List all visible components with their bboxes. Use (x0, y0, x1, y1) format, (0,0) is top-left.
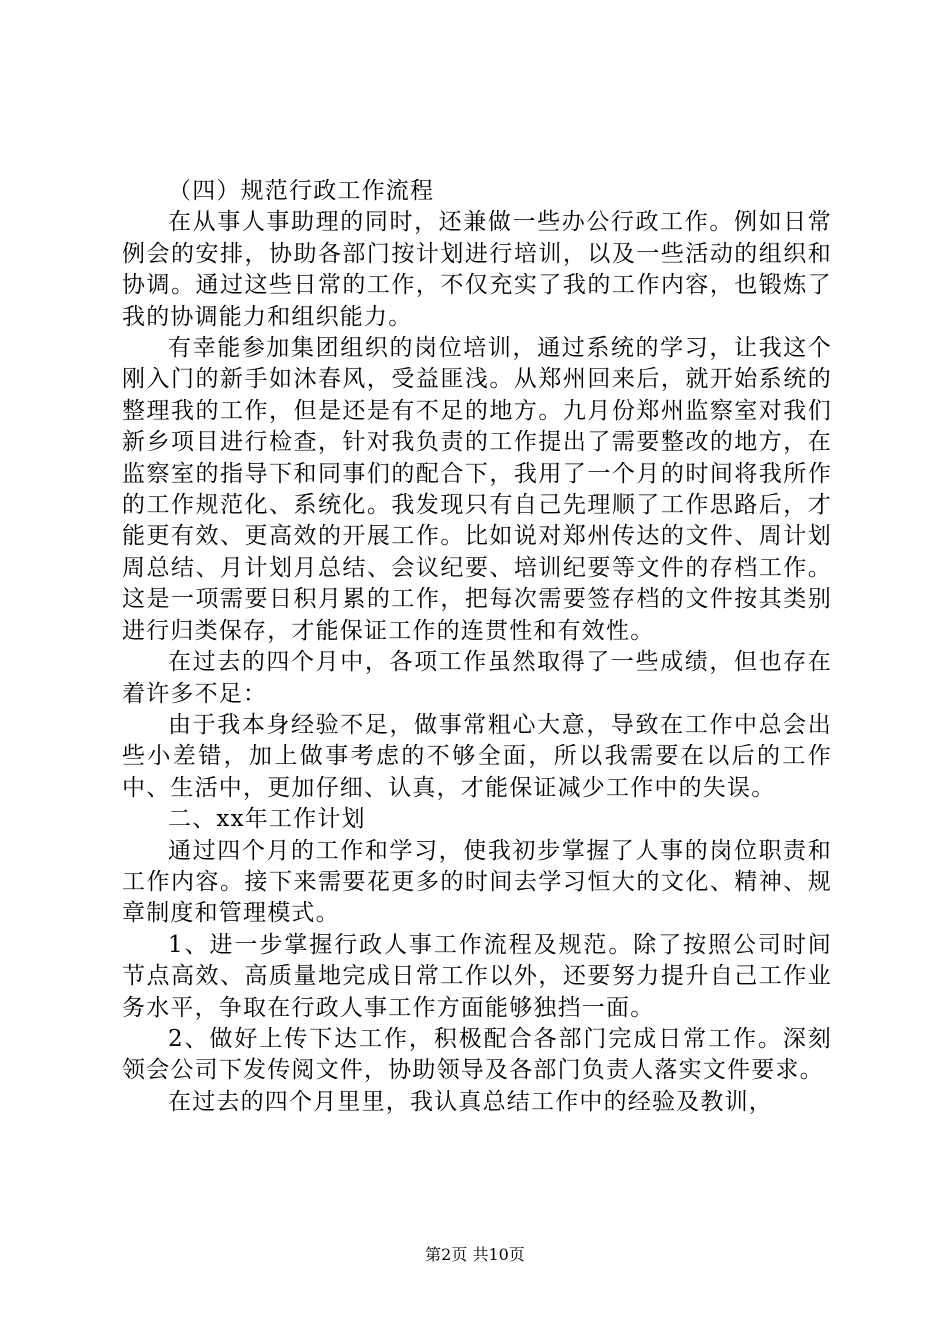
paragraph-admin-work: 在从事人事助理的同时，还兼做一些办公行政工作。例如日常例会的安排，协助各部门按计划进行培训，以及一些活动的组织和协调。通过这些日常的工作，不仅充实了我的工作内容，也锻炼了我的协调能力和组织能力。 (122, 209, 832, 330)
paragraph-plan-intro: 通过四个月的工作和学习，使我初步掌握了人事的岗位职责和工作内容。接下来需要花更多的时间去学习恒大的文化、精神、规章制度和管理模式。 (122, 837, 832, 927)
document-body (122, 176, 832, 1118)
paragraph-plan-item-2: 2、做好上传下达工作，积极配合各部门完成日常工作。深刻领会公司下发传阅文件，协助领导及各部门负责人落实文件要求。 (122, 1025, 832, 1084)
paragraph-training: 有幸能参加集团组织的岗位培训，通过系统的学习，让我这个刚入门的新手如沐春风，受益匪浅。从郑州回来后，就开始系统的整理我的工作，但是还是有不足的地方。九月份郑州监察室对我们新乡项目进行检查，针对我负责的工作提出了需要整改的地方，在监察室的指导下和同事们的配合下，我用了一个月的时间将我所作的工作规范化、系统化。我发现只有自己先理顺了工作思路后，才能更有效、更高效的开展工作。比如说对郑州传达的文件、周计划周总结、月计划月总结、会议纪要、培训纪要等文件的存档工作。这是一项需要日积月累的工作，把每次需要签存档的文件按其类别进行归类保存，才能保证工作的连贯性和有效性。 (122, 335, 832, 644)
paragraph-shortcomings-intro: 在过去的四个月中，各项工作虽然取得了一些成绩，但也存在着许多不足： (122, 649, 832, 707)
paragraph-plan-item-1: 1、进一步掌握行政人事工作流程及规范。除了按照公司时间节点高效、高质量地完成日常工作以外，还要努力提升自己工作业务水平，争取在行政人事工作方面能够独挡一面。 (122, 931, 832, 1021)
paragraph-summary: 在过去的四个月里里，我认真总结工作中的经验及教训， (168, 1088, 773, 1115)
page-number-footer: 第2页 共10页 (425, 1245, 525, 1264)
paragraph-shortcomings-detail: 由于我本身经验不足，做事常粗心大意，导致在工作中总会出些小差错，加上做事考虑的不够全面，所以我需要在以后的工作中、生活中，更加仔细、认真，才能保证减少工作中的失误。 (122, 711, 832, 801)
section-heading-work-plan: 二、xx年工作计划 (168, 806, 366, 833)
section-heading-standardize-admin: （四）规范行政工作流程 (168, 178, 435, 204)
